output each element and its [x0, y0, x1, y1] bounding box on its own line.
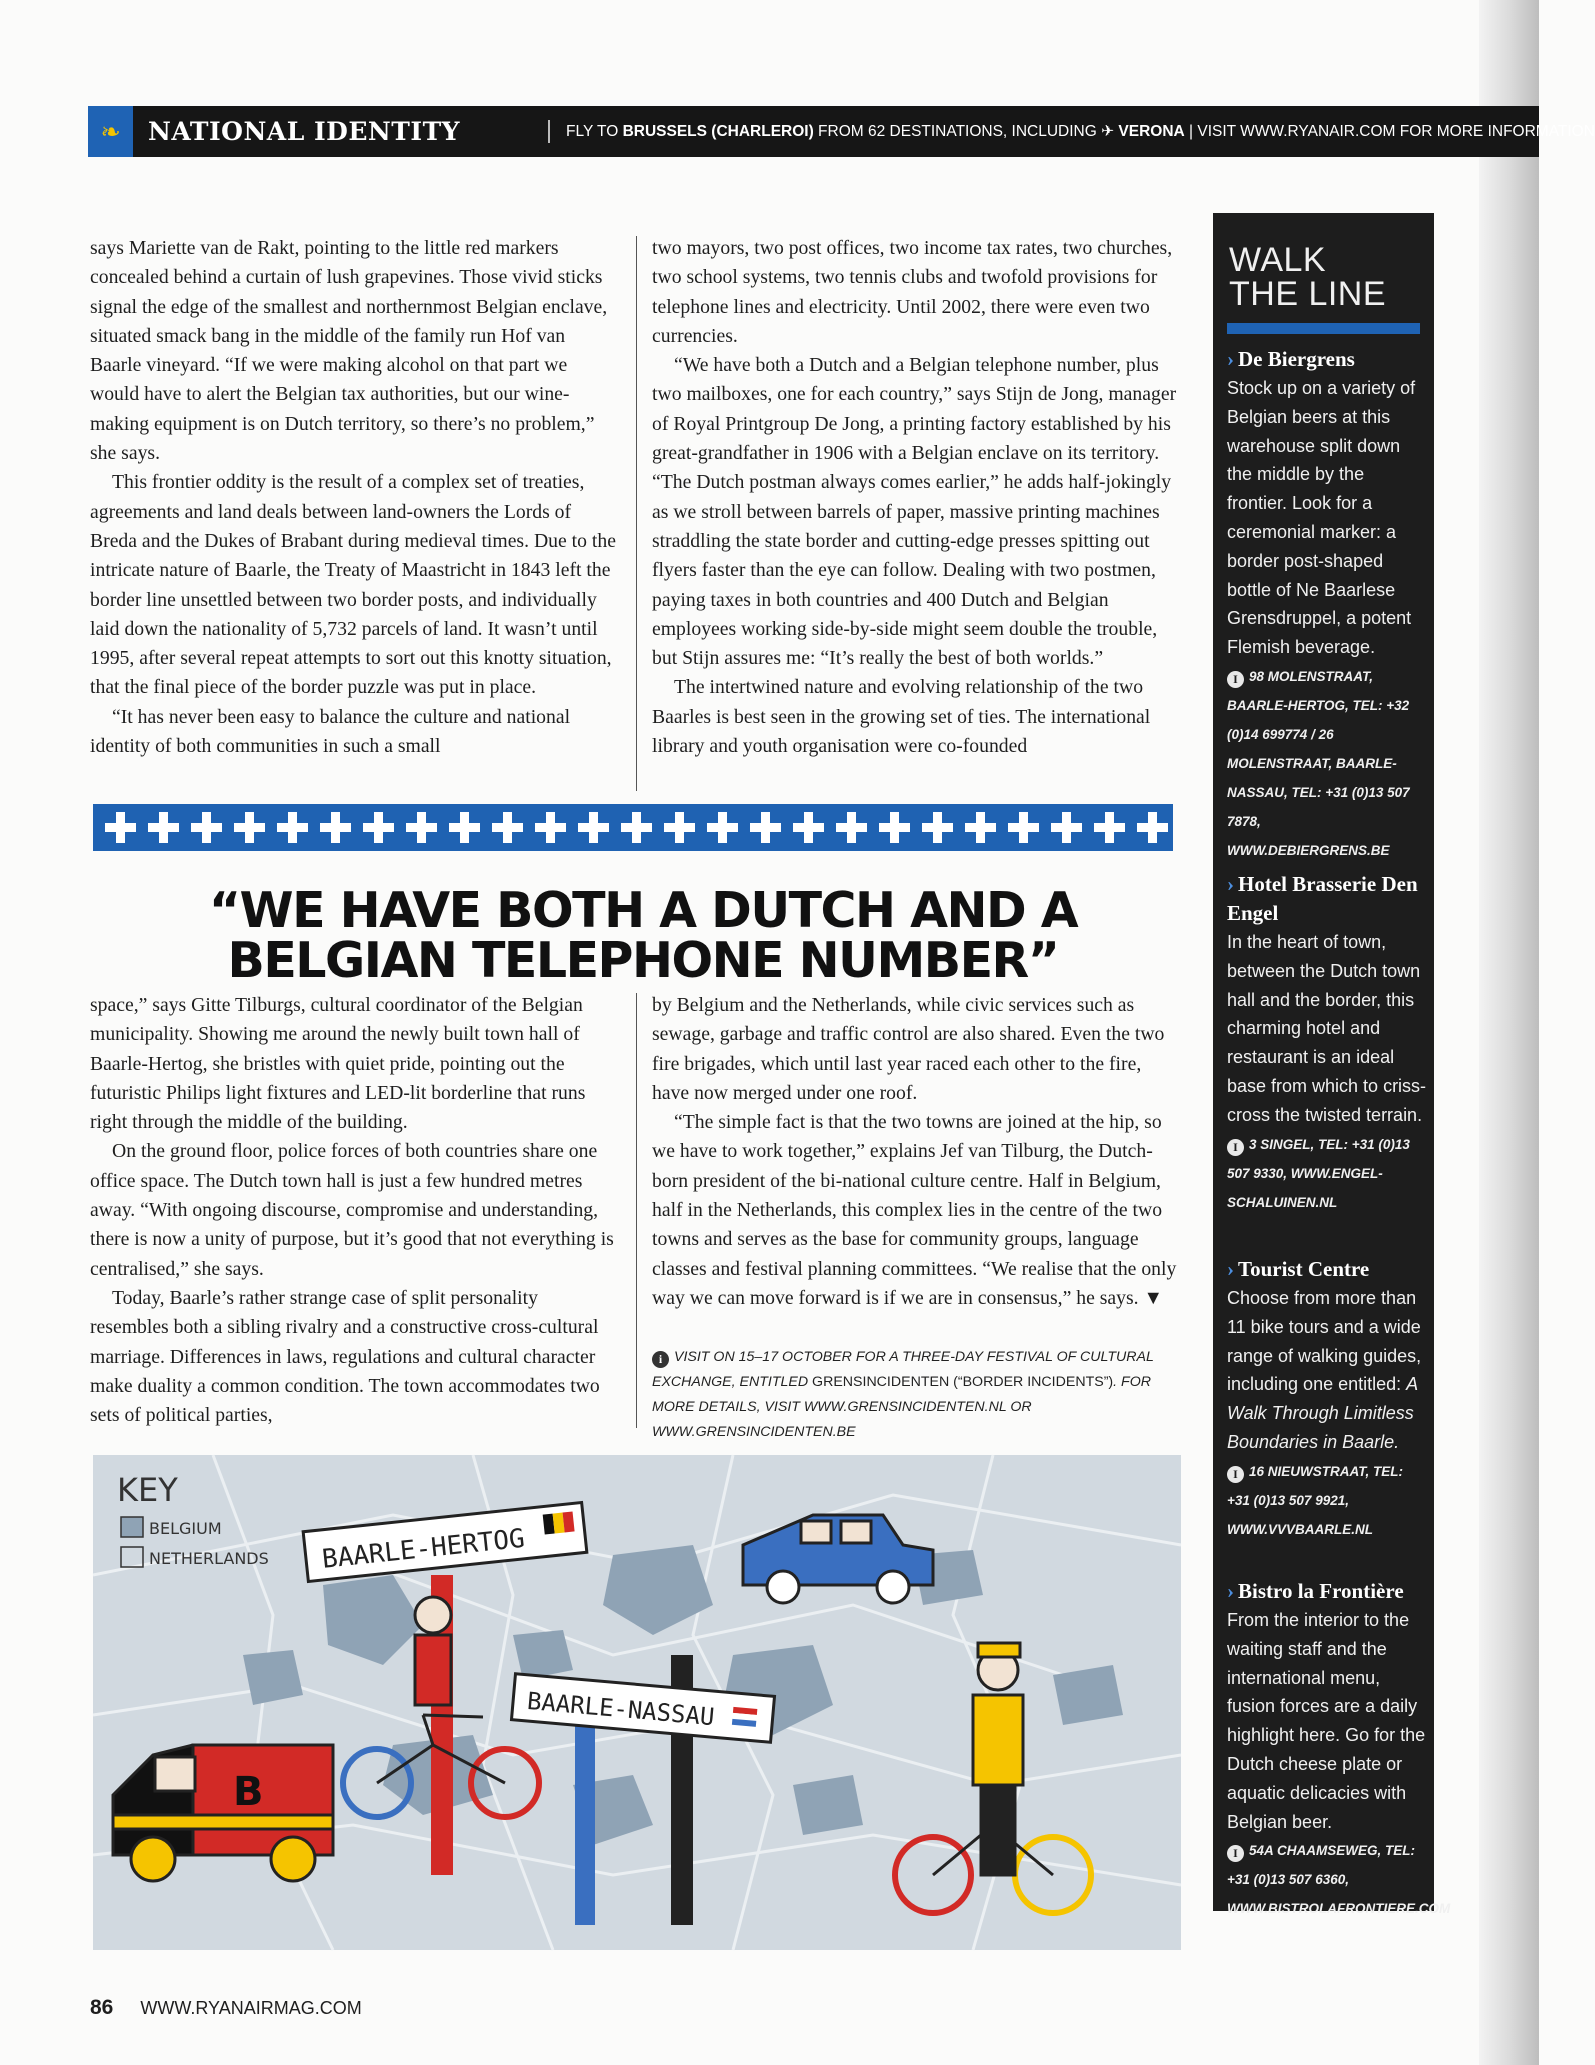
walk-the-line-sidebar — [1213, 213, 1451, 1917]
flight-info: FLY TO BRUSSELS (CHARLEROI) FROM 62 DESTINATIONS, INCLUDING ✈ VERONA | VISIT WWW.RYANAIR.COM FOR MORE INFORMATION — [566, 123, 1595, 140]
cross-icon — [707, 812, 738, 843]
section-header-bar — [88, 106, 1595, 157]
harp-logo-icon: ❧ — [88, 106, 133, 157]
map-artwork — [93, 1455, 1181, 1950]
paragraph: “The simple fact is that the two towns are joined at the hip, so we have to work together,” explains Jef van Tilburg, the Dutch-born president of the bi-national culture centre. Half in Belgium, half in the Netherlands, this complex lies in the centre of the two towns and serves as the base for community groups, language classes and festival planning committees. “We realise that the only way we can move forward is if we are in consensus,” he says. ▼ — [652, 1111, 1177, 1309]
venue-description: Stock up on a variety of Belgian beers at this warehouse split down the middle by the frontier. Look for a ceremonial marker: a border post-shaped bottle of Ne Baarlese Grensdruppel, a potent Flemish beverage. — [1227, 378, 1416, 658]
paragraph: by Belgium and the Netherlands, while civic services such as sewage, garbage and traffic control are also shared. Even the two fire brigades, which until last year raced each other to the fire, have now merged under one roof. — [652, 994, 1165, 1104]
baarle-map-illustration — [93, 1455, 1181, 1950]
cross-icon — [105, 812, 136, 843]
magazine-url: WWW.RYANAIRMAG.COM — [140, 1998, 362, 2018]
chevron-right-icon: › — [1227, 872, 1234, 896]
key-title: KEY — [117, 1471, 178, 1509]
paragraph: Today, Baarle’s rather strange case of split personality resembles both a sibling rivalry and a constructive cross-cultural marriage. Differences in laws, regulations and cultural character make duality a common condition. The town accommodates two sets of political parties, — [90, 1286, 600, 1427]
section-title: NATIONAL IDENTITY — [148, 117, 461, 146]
paragraph: says Mariette van de Rakt, pointing to the little red markers concealed behind a curtain of lush grapevines. Those vivid sticks signal the edge of the smallest and northernmost Belgian enclave, situated smack bang in the middle of the family run Hof van Baarle vineyard. “If we were making alcohol on that part we would have to alert the Belgian tax authorities, but our wine-making equipment is on Dutch territory, so there’s no problem,” she says. — [90, 237, 608, 465]
end-mark-icon: ▼ — [1143, 1286, 1163, 1309]
cross-icon — [1008, 812, 1039, 843]
article-column-2-top — [652, 234, 1182, 761]
venue-description: In the heart of town, between the Dutch town hall and the border, this charming hotel and restaurant is an ideal base from which to criss-cross the twisted terrain. — [1227, 932, 1427, 1125]
map-key — [117, 1471, 269, 1568]
column-rule — [636, 236, 637, 791]
page-edge-shadow — [1479, 0, 1539, 2065]
cross-icon — [277, 812, 308, 843]
sidebar-item-tourist-centre — [1227, 1255, 1427, 1544]
plane-icon: ✈ — [1101, 123, 1119, 140]
article-column-1-top — [90, 234, 620, 761]
cross-icon — [492, 812, 523, 843]
pull-quote — [143, 882, 1143, 989]
key-netherlands-swatch — [121, 1547, 143, 1567]
venue-description: Choose from more than 11 bike tours and a wide range of walking guides, including one entitled: A Walk Through Limitless Boundaries in Baarle. — [1227, 1288, 1422, 1452]
cross-icon — [406, 812, 437, 843]
cross-icon — [148, 812, 179, 843]
paragraph: “It has never been easy to balance the culture and national identity of both communities in such a small — [90, 705, 571, 758]
venue-name: › Tourist Centre — [1227, 1257, 1370, 1281]
key-belgium-swatch — [121, 1517, 143, 1537]
sidebar-item-hotel-brasserie — [1227, 870, 1427, 1217]
venue-address: I 16 NIEUWSTRAAT, TEL: +31 (0)13 507 9921, WWW.VVVBAARLE.NL — [1227, 1463, 1403, 1537]
article-column-2-bottom — [652, 991, 1182, 1313]
blue-car-illustration — [743, 1515, 933, 1603]
venue-name: › De Biergrens — [1227, 347, 1355, 371]
page-number: 86 — [90, 1996, 114, 2019]
cross-icon — [191, 812, 222, 843]
event-note: i VISIT ON 15–17 OCTOBER FOR A THREE-DAY FESTIVAL OF CULTURAL EXCHANGE, ENTITLED GRENSINCIDENTEN (“BORDER INCIDENTS”). FOR MORE DETAILS, VISIT WWW.GRENSINCIDENTEN.NL OR WWW.GRENSINCIDENTEN.BE — [652, 1349, 1154, 1440]
paragraph: space,” says Gitte Tilburgs, cultural coordinator of the Belgian municipality. Showing me around the newly built town hall of Baarle-Hertog, she bristles with quiet pride, pointing out the futuristic Philips light fixtures and LED-lit borderline that runs right through the middle of the building. — [90, 994, 586, 1134]
chevron-right-icon: › — [1227, 1257, 1234, 1281]
cross-icon — [1051, 812, 1082, 843]
venue-address: I 98 MOLENSTRAAT, BAARLE-HERTOG, TEL: +32 (0)14 699774 / 26 MOLENSTRAAT, BAARLE-NASSAU, TEL: +31 (0)13 507 7878, WWW.DEBIERGRENS.BE — [1227, 668, 1410, 858]
info-icon: I — [1227, 671, 1244, 688]
van-letter: B — [233, 1769, 264, 1815]
cross-icon — [965, 812, 996, 843]
paragraph: The intertwined nature and evolving relationship of the two Baarles is best seen in the growing set of ties. The international library and youth organisation were co-founded — [652, 676, 1151, 758]
column-rule — [636, 993, 637, 1428]
venue-name: › Hotel Brasserie Den Engel — [1227, 872, 1418, 925]
key-belgium-label: BELGIUM — [149, 1519, 222, 1538]
cross-icon — [793, 812, 824, 843]
info-icon: I — [1227, 1139, 1244, 1156]
key-netherlands-label: NETHERLANDS — [149, 1549, 269, 1568]
van-illustration — [113, 1745, 333, 1881]
cross-icon — [363, 812, 394, 843]
cross-icon — [535, 812, 566, 843]
cross-icon — [449, 812, 480, 843]
cross-icon — [1137, 812, 1168, 843]
venue-name: › Bistro la Frontière — [1227, 1579, 1404, 1603]
paragraph: On the ground floor, police forces of both countries share one office space. The Dutch town hall is just a few hundred metres away. “With ongoing discourse, compromise and understanding, there is now a unity of purpose, but it’s good that not everything is centralised,” she says. — [90, 1140, 614, 1280]
cross-icon — [664, 812, 695, 843]
page-footer — [90, 1996, 362, 2020]
cross-icon — [879, 812, 910, 843]
venue-address: I 54A CHAAMSEWEG, TEL: +31 (0)13 507 6360, WWW.BISTROLAFRONTIERE.COM — [1227, 1843, 1451, 1917]
chevron-right-icon: › — [1227, 1579, 1234, 1603]
cross-icon — [621, 812, 652, 843]
cross-icon — [922, 812, 953, 843]
sign-nassau-text: BAARLE-NASSAU — [525, 1686, 716, 1732]
cross-pattern-band — [93, 804, 1173, 851]
cross-icon — [1094, 812, 1125, 843]
chevron-right-icon: › — [1227, 347, 1234, 371]
cross-icon — [320, 812, 351, 843]
paragraph: two mayors, two post offices, two income tax rates, two churches, two school systems, two tennis clubs and twofold provisions for telephone lines and electricity. Until 2002, there were even two currencies. — [652, 237, 1173, 347]
cross-icon — [578, 812, 609, 843]
sidebar-item-bistro — [1227, 1577, 1451, 1923]
info-icon: I — [1227, 1845, 1244, 1862]
sign-hertog-text: BAARLE-HERTOG — [320, 1523, 527, 1575]
pull-quote-line: BELGIAN TELEPHONE NUMBER” — [227, 932, 1059, 989]
cross-icon — [234, 812, 265, 843]
paragraph: This frontier oddity is the result of a complex set of treaties, agreements and land deals between land-owners the Lords of Breda and the Dukes of Brabant during medieval times. Due to the intricate nature of Baarle, the Treaty of Maastricht in 1843 left the border line unsettled between two border posts, and individually laid down the nationality of 5,732 parcels of land. It wasn’t until 1995, after several repeat attempts to sort out this knotty situation, that the final piece of the border puzzle was put in place. — [90, 471, 616, 699]
baarle-nassau-signpost — [511, 1655, 774, 1925]
header-divider — [548, 120, 550, 143]
venue-description: From the interior to the waiting staff and the international menu, fusion forces are a daily highlight here. Go for the Dutch cheese plate or aquatic delicacies with Belgian beer. — [1227, 1610, 1426, 1832]
sidebar-title-bar — [1227, 323, 1420, 334]
info-icon: i — [652, 1351, 669, 1368]
paragraph: “We have both a Dutch and a Belgian telephone number, plus two mailboxes, one for each country,” says Stijn de Jong, manager of Royal Printgroup De Jong, a printing factory established by his great-grandfather in 1906 with a Belgian enclave on its territory. “The Dutch postman always comes earlier,” he adds half-jokingly as we stroll between barrels of paper, massive printing machines straddling the state border and cutting-edge presses spitting out flyers faster than the eye can follow. Dealing with two postmen, paying taxes in both countries and 400 Dutch and Belgian employees working side-by-side might seem double the trouble, but Stijn assures me: “It’s really the best of both worlds.” — [652, 354, 1177, 670]
cross-icon — [836, 812, 867, 843]
article-column-1-bottom — [90, 991, 620, 1430]
info-icon: I — [1227, 1466, 1244, 1483]
venue-address: I 3 SINGEL, TEL: +31 (0)13 507 9330, WWW.ENGEL-SCHALUINEN.NL — [1227, 1136, 1410, 1210]
cross-icon — [750, 812, 781, 843]
sidebar-title: WALK THE LINE — [1229, 241, 1387, 313]
pull-quote-line: “WE HAVE BOTH A DUTCH AND A — [208, 882, 1078, 939]
sidebar-item-de-biergrens — [1227, 345, 1427, 865]
